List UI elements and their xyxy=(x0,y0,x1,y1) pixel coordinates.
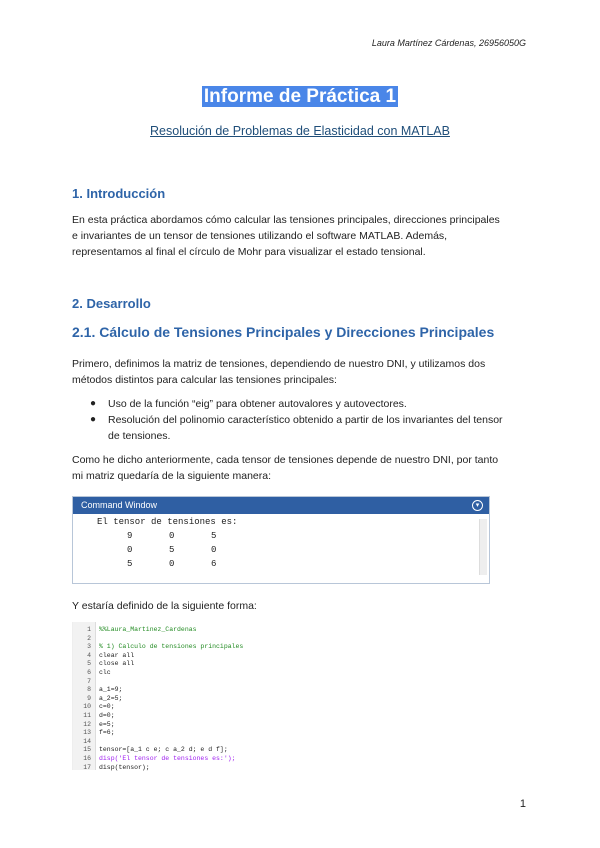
code-text: disp('El tensor de tensiones es:'); xyxy=(99,755,236,762)
matrix-cell: 0 xyxy=(169,559,175,569)
document-title-text: Informe de Práctica 1 xyxy=(203,86,397,107)
bullet-icon: ● xyxy=(90,414,97,425)
code-text: clc xyxy=(99,669,111,676)
matrix-cell: 6 xyxy=(211,559,217,569)
line-number: 4 xyxy=(87,651,91,659)
document-subtitle: Resolución de Problemas de Elasticidad con MATLAB xyxy=(150,124,450,138)
line-number: 9 xyxy=(87,694,91,702)
section-heading-desarrollo: 2. Desarrollo xyxy=(72,296,151,311)
line-number: 1 xyxy=(87,626,91,633)
code-line xyxy=(73,763,443,772)
scrollbar xyxy=(479,519,487,575)
line-number: 2 xyxy=(87,634,91,642)
line-number: 3 xyxy=(87,643,91,651)
matrix-cell: 5 xyxy=(169,545,175,555)
page-number: 1 xyxy=(519,798,526,810)
matrix-cell: 5 xyxy=(127,559,133,569)
code-text: c=0; xyxy=(99,703,115,711)
code-text: % 1) Calculo de tensiones principales xyxy=(99,643,244,651)
command-output-label: El tensor de tensiones es: xyxy=(97,517,238,527)
intro-line: En esta práctica abordamos cómo calcular las tensiones principales, direcciones principales xyxy=(72,214,500,226)
dev-line: Como he dicho anteriormente, cada tensor de tensiones depende de nuestro DNI, por tanto xyxy=(72,454,499,466)
dev-paragraph-3: Y estaría definido de la siguiente forma: xyxy=(72,600,257,612)
dev-line: Primero, definimos la matriz de tensiones, dependiendo de nuestro DNI, y utilizamos dos xyxy=(72,358,486,370)
dev-paragraph-1 xyxy=(72,356,530,388)
command-window-title: Command Window xyxy=(81,500,158,510)
code-text: %%Laura_Martinez_Cardenas xyxy=(99,626,197,633)
code-text: e=5; xyxy=(99,720,115,728)
line-number: 16 xyxy=(83,755,91,762)
line-number: 6 xyxy=(87,669,91,676)
intro-line: representamos al final el círculo de Mohr para visualizar el estado tensional. xyxy=(72,246,426,258)
command-window-screenshot xyxy=(72,496,490,584)
dev-line: mi matriz quedaría de la siguiente manera: xyxy=(72,470,272,482)
matrix-cell: 9 xyxy=(127,531,133,541)
list-item-text: Resolución del polinomio característico obtenido a partir de los invariantes del tensor xyxy=(108,414,503,426)
line-number: 17 xyxy=(83,763,91,771)
code-text: close all xyxy=(99,660,135,668)
dev-paragraph-2 xyxy=(72,452,530,484)
line-number: 15 xyxy=(83,746,91,754)
matrix-row xyxy=(121,531,241,543)
line-number: 12 xyxy=(83,720,91,728)
line-number: 13 xyxy=(83,729,91,737)
matrix-cell: 5 xyxy=(211,531,217,541)
code-text: a_1=9; xyxy=(99,686,123,694)
code-text: tensor=[a_1 c e; c a_2 d; e d f]; xyxy=(99,746,228,754)
code-text: a_2=5; xyxy=(99,694,123,702)
line-number: 14 xyxy=(83,737,91,745)
list-item-text: de tensiones. xyxy=(108,430,171,442)
line-number: 11 xyxy=(83,712,91,719)
list-item-text: Uso de la función “eig” para obtener autovalores y autovectores. xyxy=(108,398,407,410)
code-text: disp(tensor); xyxy=(99,763,150,771)
dev-line: métodos distintos para calcular las tensiones principales: xyxy=(72,374,337,386)
bullet-icon: ● xyxy=(90,398,97,409)
intro-paragraph xyxy=(72,212,530,260)
matrix-row xyxy=(121,545,241,557)
section-heading-introduccion: 1. Introducción xyxy=(72,186,166,201)
list-item xyxy=(88,412,528,444)
list-item xyxy=(88,396,528,412)
matrix-cell: 0 xyxy=(211,545,217,555)
code-text: f=6; xyxy=(99,729,115,737)
line-number: 7 xyxy=(87,677,91,685)
command-window-body xyxy=(73,515,489,583)
subsection-heading-tensiones: 2.1. Cálculo de Tensiones Principales y Direcciones Principales xyxy=(72,324,495,340)
matrix-cell: 0 xyxy=(169,531,175,541)
code-text: d=0; xyxy=(99,712,115,719)
line-number: 5 xyxy=(87,660,91,668)
code-editor-screenshot xyxy=(72,622,443,770)
header-author: Laura Martínez Cárdenas, 26956050G xyxy=(371,38,526,48)
matrix-row xyxy=(121,559,241,571)
command-window-titlebar xyxy=(73,497,489,514)
intro-line: e invariantes de un tensor de tensiones utilizando el software MATLAB. Además, xyxy=(72,230,448,242)
options-icon: ▾ xyxy=(472,500,483,511)
line-number: 10 xyxy=(83,703,91,711)
line-number: 8 xyxy=(87,686,91,694)
document-title xyxy=(0,86,600,108)
methods-list xyxy=(88,396,528,444)
code-text: clear all xyxy=(99,651,135,659)
matrix-cell: 0 xyxy=(127,545,133,555)
